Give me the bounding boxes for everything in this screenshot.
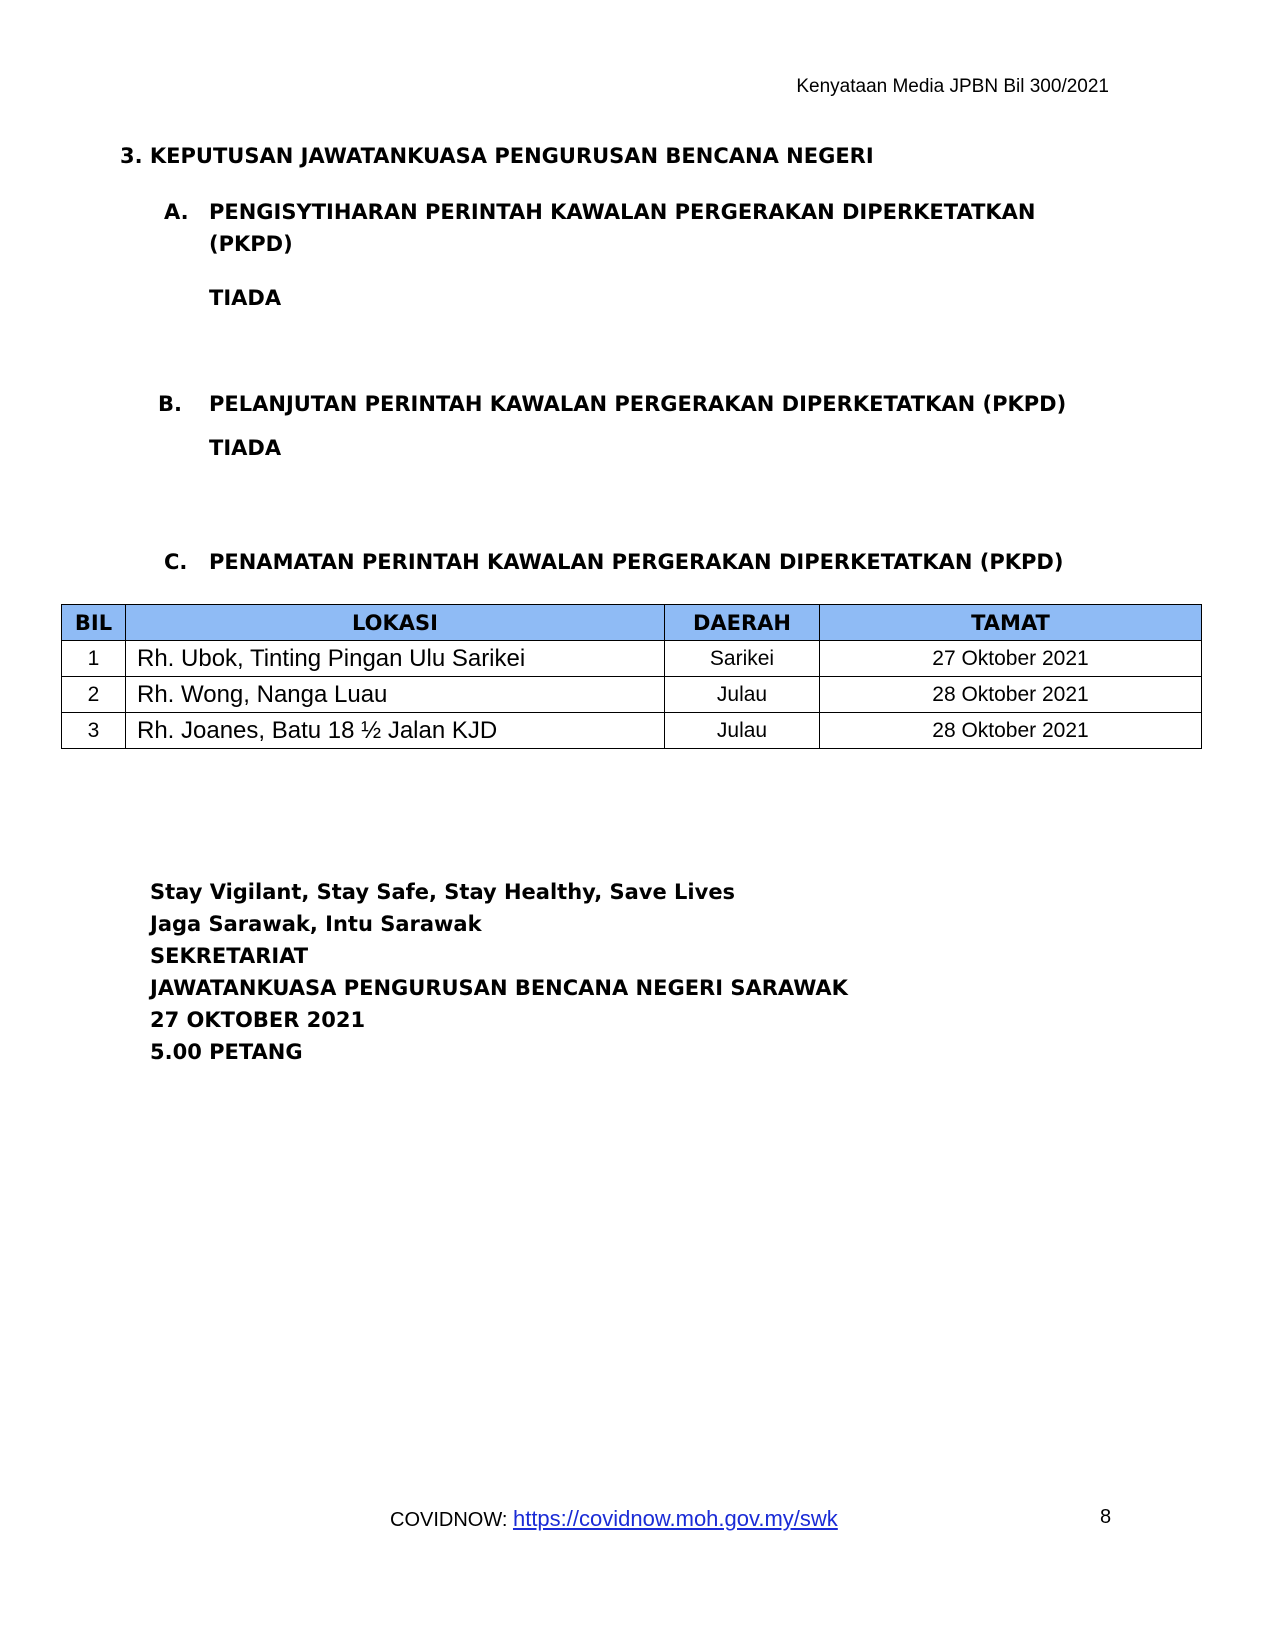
- table-header-row: [62, 605, 1202, 641]
- closing-block: [150, 876, 848, 1068]
- section-heading: 3. KEPUTUSAN JAWATANKUASA PENGURUSAN BENCANA NEGERI: [120, 144, 874, 168]
- subsection-a-title-line2: (PKPD): [209, 232, 293, 256]
- cell-lokasi: Rh. Wong, Nanga Luau: [126, 677, 665, 713]
- cell-tamat: 28 Oktober 2021: [820, 677, 1202, 713]
- closing-line-date: 27 OKTOBER 2021: [150, 1008, 366, 1032]
- table-row: [62, 641, 1202, 677]
- cell-daerah: Julau: [665, 677, 820, 713]
- subsection-a-letter: A.: [164, 200, 189, 224]
- closing-line-time: 5.00 PETANG: [150, 1040, 303, 1064]
- cell-tamat: 27 Oktober 2021: [820, 641, 1202, 677]
- closing-line-secretariat: SEKRETARIAT: [150, 944, 309, 968]
- page-number: 8: [1100, 1506, 1112, 1528]
- subsection-c-title: PENAMATAN PERINTAH KAWALAN PERGERAKAN DIPERKETATKAN (PKPD): [209, 550, 1064, 574]
- closing-line-motto: Jaga Sarawak, Intu Sarawak: [150, 912, 482, 936]
- covidnow-link[interactable]: https://covidnow.moh.gov.my/swk: [512, 1506, 838, 1531]
- subsection-b-letter: B.: [158, 392, 182, 416]
- subsection-c: [164, 546, 1110, 578]
- subsection-a: [164, 196, 1110, 314]
- cell-bil: 3: [62, 713, 126, 749]
- column-header-bil: BIL: [62, 605, 126, 641]
- column-header-lokasi: LOKASI: [126, 605, 665, 641]
- cell-tamat: 28 Oktober 2021: [820, 713, 1202, 749]
- cell-lokasi: Rh. Ubok, Tinting Pingan Ulu Sarikei: [126, 641, 665, 677]
- subsection-b-status: TIADA: [209, 436, 282, 460]
- pkpd-table: [61, 604, 1201, 749]
- table-row: [62, 713, 1202, 749]
- column-header-daerah: DAERAH: [665, 605, 820, 641]
- cell-bil: 2: [62, 677, 126, 713]
- subsection-b: [158, 388, 1110, 464]
- cell-daerah: Julau: [665, 713, 820, 749]
- footer-label: COVIDNOW:: [390, 1509, 513, 1531]
- subsection-c-letter: C.: [164, 550, 188, 574]
- subsection-b-title: PELANJUTAN PERINTAH KAWALAN PERGERAKAN DIPERKETATKAN (PKPD): [209, 392, 1067, 416]
- footer: [390, 1506, 838, 1532]
- cell-bil: 1: [62, 641, 126, 677]
- closing-line-slogan: Stay Vigilant, Stay Safe, Stay Healthy, Save Lives: [150, 880, 736, 904]
- column-header-tamat: TAMAT: [820, 605, 1202, 641]
- document-reference: Kenyataan Media JPBN Bil 300/2021: [796, 76, 1109, 97]
- table-row: [62, 677, 1202, 713]
- subsection-a-status: TIADA: [209, 286, 282, 310]
- cell-daerah: Sarikei: [665, 641, 820, 677]
- closing-line-committee: JAWATANKUASA PENGURUSAN BENCANA NEGERI SARAWAK: [150, 976, 848, 1000]
- cell-lokasi: Rh. Joanes, Batu 18 ½ Jalan KJD: [126, 713, 665, 749]
- subsection-a-title-line1: PENGISYTIHARAN PERINTAH KAWALAN PERGERAKAN DIPERKETATKAN: [209, 200, 1036, 224]
